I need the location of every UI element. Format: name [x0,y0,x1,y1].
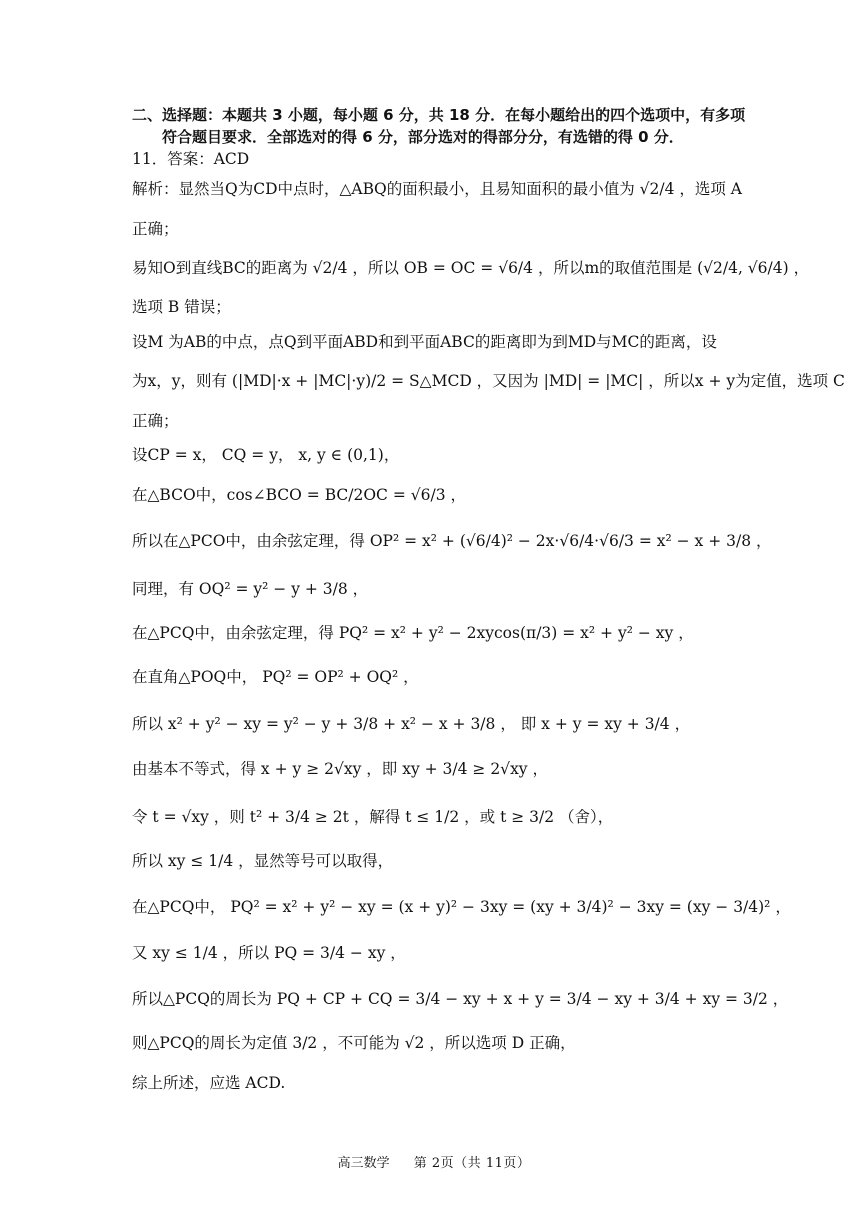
solution-line: 设CP = x， CQ = y， x, y ∈ (0,1)， [132,446,400,464]
solution-line: 所以 xy ≤ 1/4 ，显然等号可以取得， [132,852,394,870]
footer-subject: 高三数学 [337,1156,390,1171]
solution-line: 正确； [132,220,179,238]
solution-line: 正确； [132,412,179,430]
solution-line: 所以在△PCO中，由余弦定理，得 OP² = x² + (√6/4)² − 2x·√6/4·√6/3 = x² − x + 3/8 ， [132,532,772,550]
solution-line: 则△PCQ的周长为定值 3/2 ，不可能为 √2 ，所以选项 D 正确， [132,1034,576,1052]
solution-line: 在直角△POQ中， PQ² = OP² + OQ² ， [132,668,419,686]
solution-line: 同理，有 OQ² = y² − y + 3/8 ， [132,580,369,598]
solution-line: 又 xy ≤ 1/4 ，所以 PQ = 3/4 − xy ， [132,944,406,962]
solution-line: 解析：显然当Q为CD中点时，△ABQ的面积最小，且易知面积的最小值为 √2/4 ，选项 A [132,180,743,198]
solution-line: 综上所述，应选 ACD. [132,1074,286,1092]
solution-line: 为x，y，则有 (|MD|·x + |MC|·y)/2 = S△MCD ，又因为 |MD| = |MC| ，所以x + y为定值，选项 C [132,372,845,390]
solution-line: 所以 x² + y² − xy = y² − y + 3/8 + x² − x + 3/8 ， 即 x + y = xy + 3/4 ， [132,715,691,733]
solution-line: 令 t = √xy ，则 t² + 3/4 ≥ 2t ，解得 t ≤ 1/2 ，或 t ≥ 3/2 （舍）， [132,808,614,826]
answer-line: 11．答案：ACD [132,150,250,168]
solution-line: 易知O到直线BC的距离为 √2/4 ，所以 OB = OC = √6/4 ，所以m的取值范围是 (√2/4, √6/4) ， [132,259,810,277]
section-title-line-2: 符合题目要求．全部选对的得 6 分，部分选对的得部分分，有选错的得 0 分． [162,128,684,146]
solution-line: 在△BCO中，cos∠BCO = BC/2OC = √6/3 ， [132,486,466,504]
footer-page-number: 第 2页（共 11页） [413,1156,531,1171]
solution-line: 由基本不等式，得 x + y ≥ 2√xy ，即 xy + 3/4 ≥ 2√xy ， [132,760,548,778]
page-footer [0,1152,868,1171]
solution-line: 在△PCQ中，由余弦定理，得 PQ² = x² + y² − 2xycos(π/3) = x² + y² − xy ， [132,624,694,642]
solution-line: 所以△PCQ的周长为 PQ + CP + CQ = 3/4 − xy + x + y = 3/4 − xy + 3/4 + xy = 3/2 ， [132,990,789,1008]
solution-line: 设M 为AB的中点，点Q到平面ABD和到平面ABC的距离即为到MD与MC的距离，设 [132,333,717,351]
solution-line: 选项 B 错误； [132,298,231,316]
solution-line: 在△PCQ中， PQ² = x² + y² − xy = (x + y)² − 3xy = (xy + 3/4)² − 3xy = (xy − 3/4)² ， [132,898,791,916]
section-title-line-1: 二、选择题：本题共 3 小题，每小题 6 分，共 18 分．在每小题给出的四个选项中，有多项 [132,106,746,124]
